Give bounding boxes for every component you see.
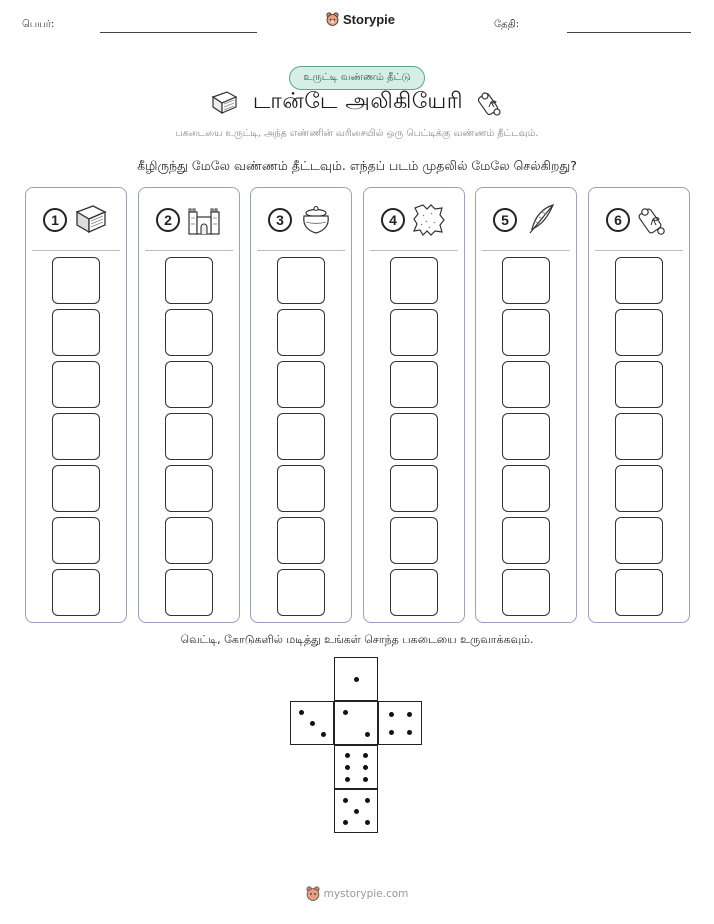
color-box[interactable] xyxy=(52,569,100,616)
cut-instruction: வெட்டி, கோடுகளில் மடித்து உங்கள் சொந்த பகடையை உருவாக்கவும். xyxy=(180,633,534,646)
color-box[interactable] xyxy=(52,257,100,304)
dice-pip xyxy=(345,777,350,782)
color-box[interactable] xyxy=(390,465,438,512)
pot-icon xyxy=(298,202,334,238)
dice-pip xyxy=(343,710,348,715)
dice-pip xyxy=(407,712,412,717)
color-box[interactable] xyxy=(390,517,438,564)
color-box[interactable] xyxy=(165,465,213,512)
brand-name: Storypie xyxy=(343,12,396,27)
color-box[interactable] xyxy=(615,309,663,356)
color-box[interactable] xyxy=(502,413,550,460)
dice-pip xyxy=(354,809,359,814)
color-box[interactable] xyxy=(165,257,213,304)
dice-column-5 xyxy=(475,187,577,623)
color-box[interactable] xyxy=(52,361,100,408)
color-box[interactable] xyxy=(52,465,100,512)
color-box[interactable] xyxy=(502,517,550,564)
dice-pip xyxy=(365,820,370,825)
dice-pip xyxy=(363,777,368,782)
column-header xyxy=(589,200,689,240)
color-box[interactable] xyxy=(615,361,663,408)
dice-pip xyxy=(365,732,370,737)
date-label: தேதி: xyxy=(494,19,520,30)
castle-icon xyxy=(186,202,222,238)
column-header xyxy=(26,200,126,240)
page-title: டான்டே அலிகியேரி xyxy=(252,89,464,114)
color-box[interactable] xyxy=(390,413,438,460)
bear-mascot-icon xyxy=(326,12,339,27)
activity-badge: உருட்டி வண்ணம் தீட்டு xyxy=(289,66,425,90)
dice-face-4 xyxy=(378,701,422,745)
date-line[interactable] xyxy=(567,32,691,33)
color-box[interactable] xyxy=(502,361,550,408)
column-divider xyxy=(145,250,233,251)
color-box[interactable] xyxy=(52,309,100,356)
book-icon xyxy=(209,89,239,117)
color-box[interactable] xyxy=(277,517,325,564)
footer-url[interactable]: mystorypie.com xyxy=(323,888,409,900)
color-box[interactable] xyxy=(165,569,213,616)
column-header xyxy=(139,200,239,240)
dice-pip xyxy=(343,820,348,825)
column-header xyxy=(364,200,464,240)
color-box[interactable] xyxy=(390,361,438,408)
color-box[interactable] xyxy=(502,257,550,304)
dice-pip xyxy=(345,765,350,770)
column-header xyxy=(476,200,576,240)
color-box[interactable] xyxy=(277,569,325,616)
dice-pip xyxy=(354,677,359,682)
color-box[interactable] xyxy=(277,465,325,512)
name-label: பெயர்: xyxy=(22,19,55,30)
dice-pip xyxy=(363,753,368,758)
footer xyxy=(0,886,714,902)
dice-column-4 xyxy=(363,187,465,623)
column-header xyxy=(251,200,351,240)
color-box[interactable] xyxy=(277,309,325,356)
scroll-icon xyxy=(636,202,672,238)
column-number: 3 xyxy=(268,208,292,232)
name-line[interactable] xyxy=(100,32,257,33)
color-box[interactable] xyxy=(615,413,663,460)
dice-pip xyxy=(407,730,412,735)
color-box[interactable] xyxy=(165,517,213,564)
color-box[interactable] xyxy=(165,361,213,408)
animal-hide-icon xyxy=(411,202,447,238)
quill-icon xyxy=(523,202,559,238)
dice-pip xyxy=(299,710,304,715)
column-number: 2 xyxy=(156,208,180,232)
color-box[interactable] xyxy=(165,413,213,460)
dice-face-3 xyxy=(290,701,334,745)
column-number: 1 xyxy=(43,208,67,232)
subtitle: பகடையை உருட்டி, அந்த எண்ணின் வரிசையில் ஒரு பெட்டிக்கு வண்ணம் தீட்டவும். xyxy=(175,128,539,139)
dice-pip xyxy=(321,732,326,737)
dice-pip xyxy=(345,753,350,758)
scroll-icon xyxy=(477,88,505,118)
dice-pip xyxy=(363,765,368,770)
color-box[interactable] xyxy=(615,257,663,304)
column-divider xyxy=(482,250,570,251)
column-divider xyxy=(257,250,345,251)
color-box[interactable] xyxy=(390,569,438,616)
dice-face-1 xyxy=(334,657,378,701)
dice-pip xyxy=(389,712,394,717)
dice-column-3 xyxy=(250,187,352,623)
color-box[interactable] xyxy=(615,569,663,616)
bear-mascot-icon xyxy=(306,886,320,902)
dice-pip xyxy=(389,730,394,735)
instruction: கீழிருந்து மேலே வண்ணம் தீட்டவும். எந்தப் படம் முதலில் மேலே செல்கிறது? xyxy=(137,158,577,173)
color-box[interactable] xyxy=(277,413,325,460)
color-box[interactable] xyxy=(52,413,100,460)
column-number: 5 xyxy=(493,208,517,232)
color-box[interactable] xyxy=(502,309,550,356)
column-divider xyxy=(32,250,120,251)
book-icon xyxy=(73,202,109,238)
column-divider xyxy=(595,250,683,251)
dice-column-1 xyxy=(25,187,127,623)
color-box[interactable] xyxy=(165,309,213,356)
dice-column-6 xyxy=(588,187,690,623)
color-box[interactable] xyxy=(502,569,550,616)
color-box[interactable] xyxy=(390,309,438,356)
color-box[interactable] xyxy=(277,257,325,304)
color-box[interactable] xyxy=(502,465,550,512)
column-divider xyxy=(370,250,458,251)
dice-column-2 xyxy=(138,187,240,623)
dice-face-2 xyxy=(334,701,378,745)
color-box[interactable] xyxy=(615,465,663,512)
dice-face-6 xyxy=(334,745,378,789)
color-box[interactable] xyxy=(52,517,100,564)
color-box[interactable] xyxy=(390,257,438,304)
color-box[interactable] xyxy=(615,517,663,564)
brand-logo xyxy=(326,12,395,27)
dice-pip xyxy=(310,721,315,726)
dice-face-5 xyxy=(334,789,378,833)
dice-pip xyxy=(343,798,348,803)
title-row xyxy=(0,88,714,118)
column-number: 4 xyxy=(381,208,405,232)
dice-pip xyxy=(365,798,370,803)
column-number: 6 xyxy=(606,208,630,232)
color-box[interactable] xyxy=(277,361,325,408)
